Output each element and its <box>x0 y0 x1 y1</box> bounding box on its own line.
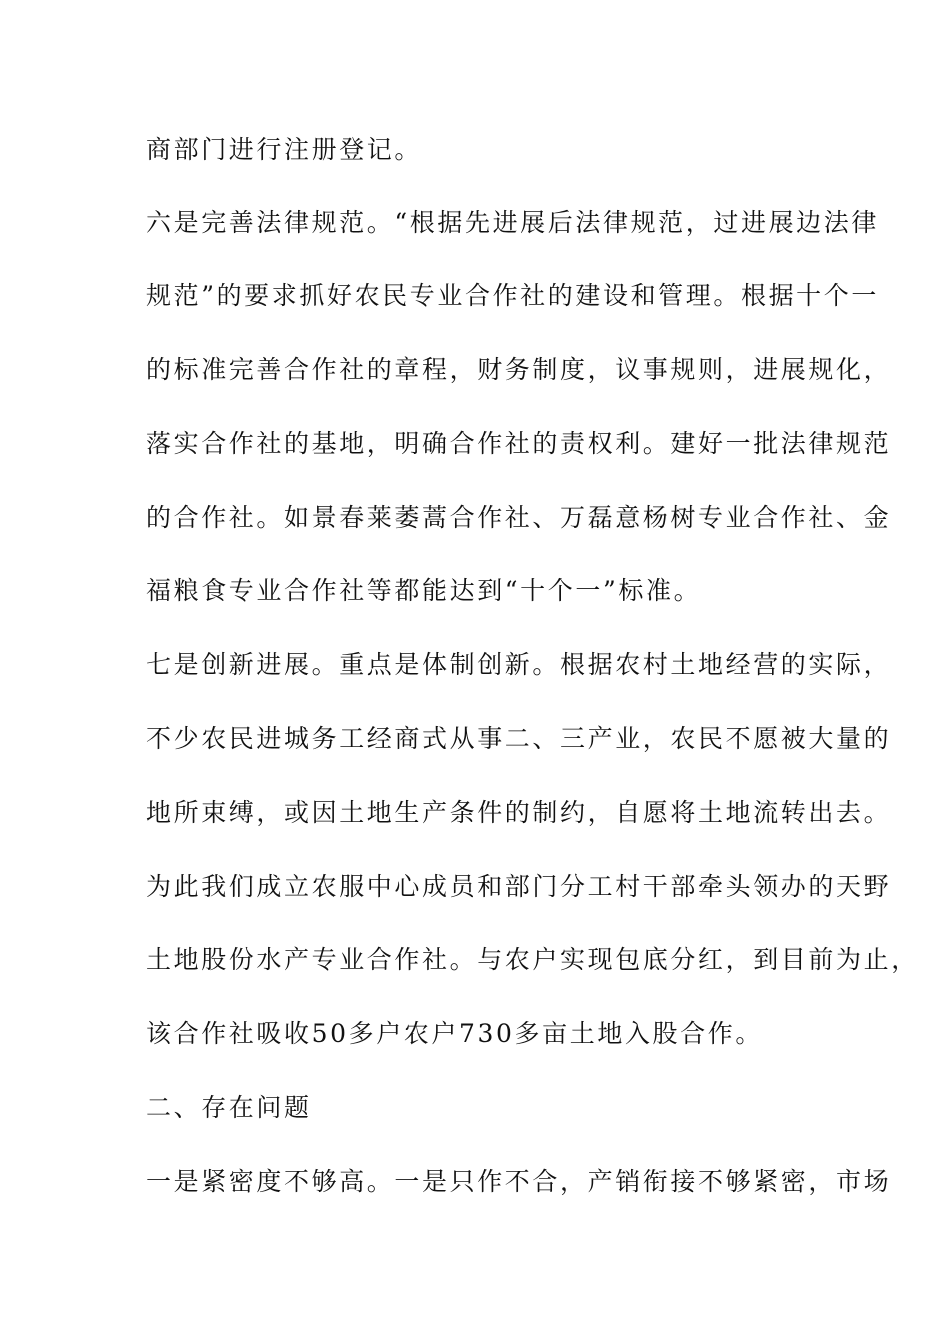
text-line: 福粮食专业合作社等都能达到“十个一”标准。 <box>146 576 702 605</box>
text-line: 规范”的要求抓好农民专业合作社的建设和管理。根据十个一 <box>146 281 879 310</box>
text-line: 落实合作社的基地，明确合作社的责权利。建好一批法律规范 <box>146 429 892 458</box>
text-line: 不少农民进城务工经商式从事二、三产业，农民不愿被大量的 <box>146 724 892 753</box>
text-line: 地所束缚，或因土地生产条件的制约，自愿将土地流转出去。 <box>146 798 892 827</box>
paragraph-six-start: 六是完善法律规范。“根据先进展后法律规范，过进展边法律 <box>146 208 879 237</box>
section-heading: 二、存在问题 <box>146 1093 312 1122</box>
text-line: 的标准完善合作社的章程，财务制度，议事规则，进展规化， <box>146 355 892 384</box>
text-line: 土地股份水产专业合作社。与农户实现包底分红，到目前为止， <box>146 945 919 974</box>
text-line: 该合作社吸收50多户农户730多亩土地入股合作。 <box>146 1019 763 1048</box>
paragraph-problem-one-start: 一是紧密度不够高。一是只作不合，产销衔接不够紧密，市场 <box>146 1167 892 1196</box>
text-line: 的合作社。如景春莱萎蒿合作社、万磊意杨树专业合作社、金 <box>146 503 892 532</box>
text-line: 为此我们成立农服中心成员和部门分工村干部牵头领办的天野 <box>146 872 892 901</box>
paragraph-seven-start: 七是创新进展。重点是体制创新。根据农村土地经营的实际， <box>146 650 892 679</box>
text-line: 商部门进行注册登记。 <box>146 135 423 164</box>
